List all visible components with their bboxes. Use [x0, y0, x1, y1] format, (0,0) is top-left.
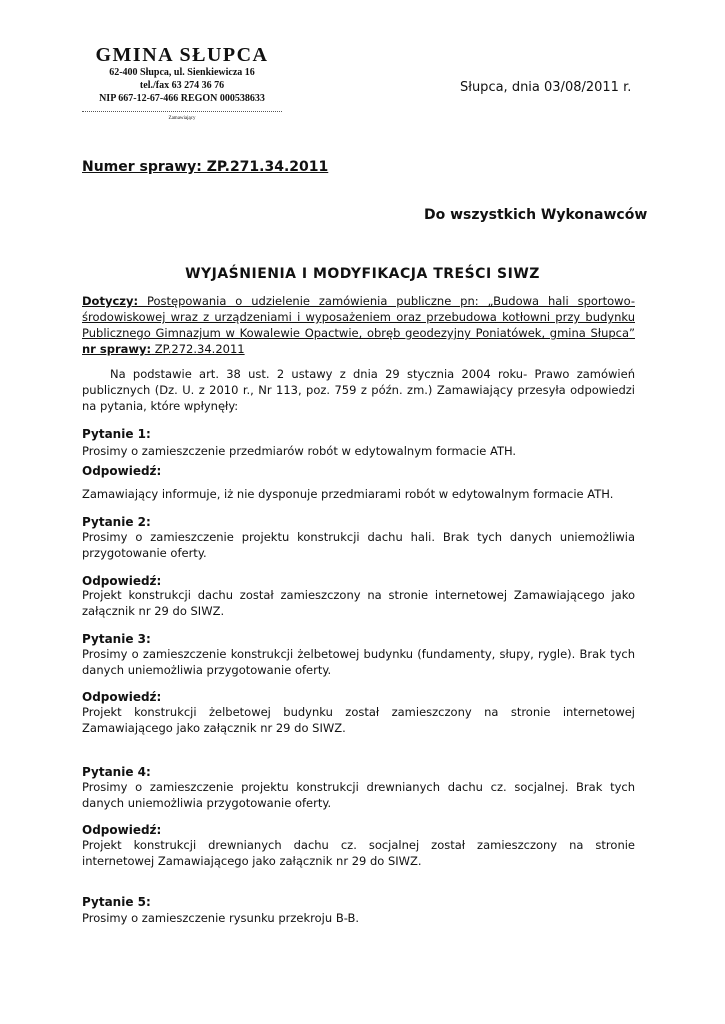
letterhead-stamp	[82, 44, 282, 122]
answer-4-text: Projekt konstrukcji drewnianych dachu cz. socjalnej został zamieszczony na stronie internetowej Zamawiającego jako załącznik nr 29 do SIWZ.	[82, 838, 635, 868]
answer-3-label: Odpowiedź:	[82, 690, 162, 704]
subject-label: Dotyczy:	[82, 294, 139, 308]
stamp-name: GMINA SŁUPCA	[95, 44, 269, 66]
question-5-text: Prosimy o zamieszczenie rysunku przekroju B-B.	[82, 911, 359, 925]
document-heading: WYJAŚNIENIA I MODYFIKACJA TREŚCI SIWZ	[185, 266, 540, 282]
subject-text: Postępowania o udzielenie zamówienia publiczne pn: „Budowa hali sportowo-środowiskowej wraz z urządzeniami i wyposażeniem oraz przebudowa kotłowni przy budynku Publicznego Gimnazjum w Kowalewie Opactwie, obręb geodezyjny Poniatówek, gmina Słupca”	[82, 294, 635, 340]
question-5-label: Pytanie 5:	[82, 895, 151, 909]
stamp-divider	[82, 111, 282, 112]
question-2-label: Pytanie 2:	[82, 515, 151, 529]
answer-2-text: Projekt konstrukcji dachu został zamieszczony na stronie internetowej Zamawiającego jako załącznik nr 29 do SIWZ.	[82, 588, 635, 618]
subject-paragraph	[82, 293, 635, 357]
subject-ref-label: nr sprawy:	[82, 342, 152, 356]
answer-1-label: Odpowiedź:	[82, 464, 162, 478]
stamp-phone: tel./fax 63 274 36 76	[139, 80, 225, 91]
recipient: Do wszystkich Wykonawców	[424, 207, 648, 223]
document-date: Słupca, dnia 03/08/2011 r.	[460, 80, 632, 95]
subject-ref-value: ZP.272.34.2011	[151, 342, 245, 356]
question-1-label: Pytanie 1:	[82, 427, 151, 441]
answer-1-text: Zamawiający informuje, iż nie dysponuje przedmiarami robót w edytowalnym formacie ATH.	[82, 487, 614, 501]
question-3-text: Prosimy o zamieszczenie konstrukcji żelbetowej budynku (fundamenty, słupy, rygle). Brak tych danych uniemożliwia przygotowanie oferty.	[82, 647, 635, 677]
question-3-label: Pytanie 3:	[82, 632, 151, 646]
question-4-text: Prosimy o zamieszczenie projektu konstrukcji drewnianych dachu cz. socjalnej. Brak tych danych uniemożliwia przygotowanie oferty.	[82, 780, 635, 810]
stamp-address: 62-400 Słupca, ul. Sienkiewicza 16	[109, 67, 255, 78]
stamp-caption: Zamawiający	[168, 116, 196, 121]
question-2-text: Prosimy o zamieszczenie projektu konstrukcji dachu hali. Brak tych danych uniemożliwia przygotowanie oferty.	[82, 530, 635, 560]
stamp-ids: NIP 667-12-67-466 REGON 000538633	[99, 93, 265, 104]
question-4-label: Pytanie 4:	[82, 765, 151, 779]
question-1-text: Prosimy o zamieszczenie przedmiarów robót w edytowalnym formacie ATH.	[82, 444, 517, 458]
case-number: Numer sprawy: ZP.271.34.2011	[82, 159, 329, 175]
answer-4-label: Odpowiedź:	[82, 823, 162, 837]
answer-2-label: Odpowiedź:	[82, 574, 162, 588]
intro-paragraph: Na podstawie art. 38 ust. 2 ustawy z dnia 29 stycznia 2004 roku- Prawo zamówień publicznych (Dz. U. z 2010 r., Nr 113, poz. 759 z późn. zm.) Zamawiający przesyła odpowiedzi na pytania, które wpłynęły:	[82, 367, 635, 413]
answer-3-text: Projekt konstrukcji żelbetowej budynku został zamieszczony na stronie internetowej Zamawiającego jako załącznik nr 29 do SIWZ.	[82, 705, 635, 735]
